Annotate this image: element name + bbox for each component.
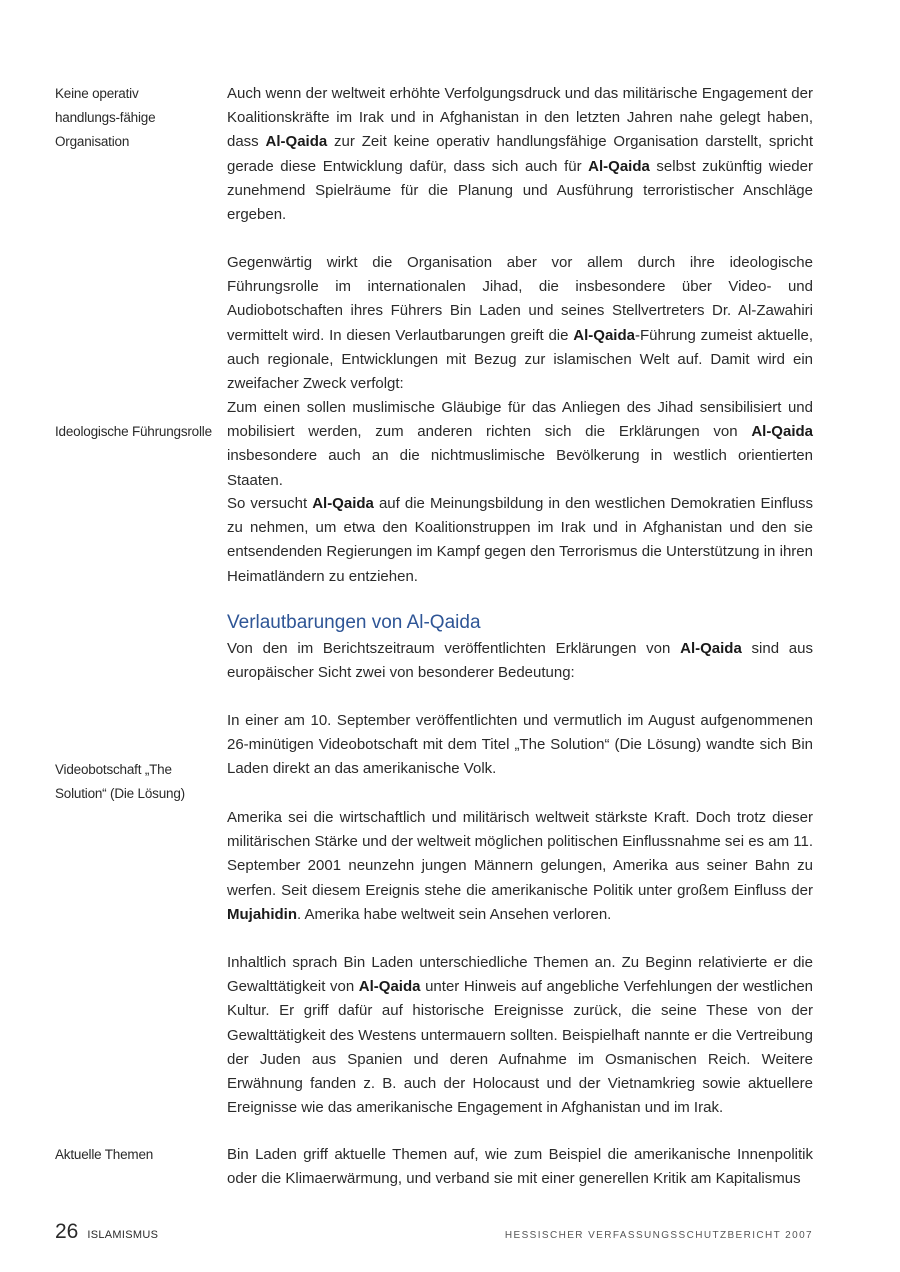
footer-left (55, 1220, 158, 1244)
paragraph-3: Zum einen sollen muslimische Gläubige für das Anliegen des Jihad sensibilisiert und mobilisiert werden, zum anderen richten sich die Erklärungen von Al-Qaida insbesondere auch an die nichtmuslimische Bevölkerung in westlich orientierten Staaten. (227, 399, 813, 489)
bold-term: Al-Qaida (573, 326, 635, 344)
footer-publication-title: HESSISCHER VERFASSUNGSSCHUTZBERICHT 2007 (504, 1230, 813, 1241)
margin-note-operational: Keine operativ handlungs-fähige Organisation (55, 86, 156, 149)
bold-term: Al-Qaida (751, 423, 813, 441)
footer-section-title: ISLAMISMUS (87, 1229, 159, 1241)
bold-term: Al-Qaida (358, 978, 421, 996)
bold-term: Al-Qaida (588, 157, 650, 175)
bold-term: Al-Qaida (312, 495, 374, 512)
margin-note-current-topics: Aktuelle Themen (55, 1147, 154, 1162)
paragraph-2: Gegenwärtig wirkt die Organisation aber vor allem durch ihre ideologische Führungsrolle im internationalen Jihad, die insbesondere über Video- und Audiobotschaften ihres Führers Bin Laden und seines Stellvertreters Dr. Al-Zawahiri vermittelt wird. In diesen Verlautbarungen greift die Al-Qaida-Führung zumeist aktuelle, auch regionale, Entwicklungen mit Bezug zur islamischen Welt auf. Damit wird ein zweifacher Zweck verfolgt: (227, 254, 813, 393)
paragraph-1: Auch wenn der weltweit erhöhte Verfolgungsdruck und das militärische Engagement der Koalitionskräfte im Irak und in Afghanistan in den letzten Jahren nahe gelegt haben, dass Al-Qaida zur Zeit keine operativ handlungsfähige Organisation darstellt, spricht gerade diese Entwicklung dafür, dass sich auch für Al-Qaida selbst zukünftig wieder zunehmend Spielräume für die Planung und Ausführung terroristischer Anschläge ergeben. (227, 85, 814, 224)
paragraph-5: Von den im Berichtszeitraum veröffentlichten Erklärungen von Al-Qaida sind aus europäischer Sicht zwei von besonderer Bedeutung: (227, 640, 813, 682)
bold-term: Al-Qaida (265, 133, 328, 151)
section-heading: Verlautbarungen von Al-Qaida (227, 612, 481, 633)
paragraph-8: Inhaltlich sprach Bin Laden unterschiedliche Themen an. Zu Beginn relativierte er die Gewalttätigkeit von Al-Qaida unter Hinweis auf angebliche Verfehlungen der westlichen Kultur. Er griff dafür auf historische Ereignisse zurück, die seine These von der Gewalttätigkeit des Westens untermauern sollten. Beispielhaft nannte er die Vertreibung der Juden aus Spanien und deren Aufnahme im Osmanischen Reich. Weitere Erwähnung fanden z. B. auch der Holocaust und der Vietnamkrieg sowie aktuellere Ereignisse wie das amerikanische Engagement in Afghanistan und im Irak. (227, 954, 813, 1117)
bold-term: Al-Qaida (680, 640, 742, 657)
margin-note-ideological: Ideologische Führungsrolle (55, 424, 212, 439)
paragraph-6: In einer am 10. September veröffentlichten und vermutlich im August aufgenommenen 26-minütigen Videobotschaft mit dem Titel „The Solution“ (Die Lösung) wandte sich Bin Laden direkt an das amerikanische Volk. (227, 712, 813, 778)
paragraph-7: Amerika sei die wirtschaftlich und militärisch weltweit stärkste Kraft. Doch trotz dieser militärischen Stärke und der weltweit möglichen politischen Einflussnahme sei es am 11. September 2001 neunzehn jungen Männern gelungen, Amerika aus seiner Bahn zu werfen. Seit diesem Ereignis stehe die amerikanische Politik unter großem Einfluss der Mujahidin. Amerika habe weltweit sein Ansehen verloren. (227, 809, 813, 923)
page-number: 26 (55, 1220, 79, 1243)
bold-term: Mujahidin (227, 905, 297, 923)
margin-note-video-message: Videobotschaft „The Solution“ (Die Lösung) (55, 762, 185, 801)
paragraph-4: So versucht Al-Qaida auf die Meinungsbildung in den westlichen Demokratien Einfluss zu nehmen, um etwa den Koalitionstruppen im Irak und in Afghanistan und den sie entsendenden Regierungen im Kampf gegen den Terrorismus die Unterstützung in ihren Heimatländern zu entziehen. (227, 495, 814, 585)
paragraph-9: Bin Laden griff aktuelle Themen auf, wie zum Beispiel die amerikanische Innenpolitik oder die Klimaerwärmung, und verband sie mit einer generellen Kritik am Kapitalismus (227, 1146, 813, 1188)
